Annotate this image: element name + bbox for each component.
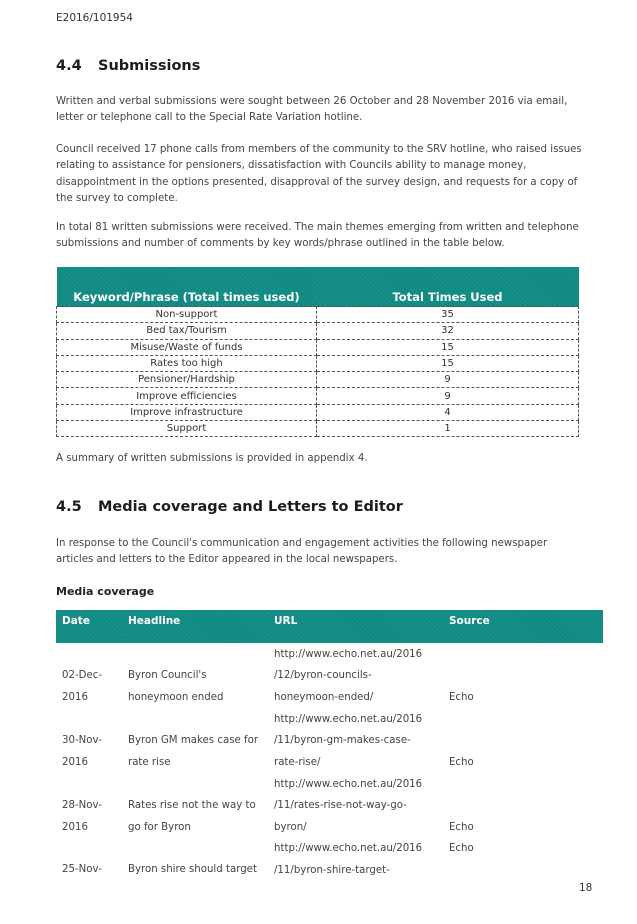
date-cell xyxy=(56,773,122,838)
text-line: 30-Nov- xyxy=(62,735,102,746)
text-line: Written and verbal submissions were sought between 26 October and 28 November 2016 via email, xyxy=(56,96,568,107)
keyword-table-header xyxy=(57,267,579,307)
text-line: Byron GM makes case for xyxy=(128,735,259,746)
document-id: E2016/101954 xyxy=(56,12,133,24)
text-line: the survey to complete. xyxy=(56,193,178,205)
date-cell xyxy=(56,643,122,708)
count-cell: 9 xyxy=(317,372,579,388)
submissions-paragraph-3 xyxy=(56,220,596,253)
text-line: submissions and number of comments by key words/phrase outlined in the table below. xyxy=(56,238,505,250)
text-line: 2016 xyxy=(62,756,88,768)
media-paragraph xyxy=(56,536,596,569)
url-cell xyxy=(268,708,443,773)
text-line: In total 81 written submissions were received. The main themes emerging from written and telephone xyxy=(56,222,579,233)
text-line: byron/ xyxy=(274,821,307,833)
text-line: http://www.echo.net.au/2016 xyxy=(274,648,423,660)
section-number: 4.4 xyxy=(56,58,82,74)
headline-cell xyxy=(122,643,268,708)
table-row xyxy=(57,421,579,437)
text-line: Rates rise not the way to xyxy=(128,800,256,811)
headline-cell xyxy=(122,708,268,773)
headline-cell xyxy=(122,773,268,838)
text-line: honeymoon-ended/ xyxy=(274,691,374,703)
section-heading-media xyxy=(56,499,403,515)
section-number: 4.5 xyxy=(56,499,82,515)
table-row xyxy=(56,643,603,708)
section-heading-submissions xyxy=(56,58,200,74)
count-cell: 4 xyxy=(317,404,579,420)
appendix-note xyxy=(56,451,596,467)
keyword-cell: Improve efficiencies xyxy=(57,388,317,404)
table-row xyxy=(57,355,579,371)
keyword-cell: Pensioner/Hardship xyxy=(57,372,317,388)
submissions-paragraph-1 xyxy=(56,94,596,127)
url-cell xyxy=(268,773,443,838)
table-row xyxy=(57,388,579,404)
keyword-cell: Improve infrastructure xyxy=(57,404,317,420)
text-line: Byron Council's xyxy=(128,670,207,681)
count-cell: 15 xyxy=(317,355,579,371)
count-cell: 1 xyxy=(317,421,579,437)
text-line: relating to assistance for pensioners, dissatisfaction with Councils ability to manage money, xyxy=(56,160,527,172)
column-header: URL xyxy=(268,610,443,643)
table-row xyxy=(57,339,579,355)
text-line: /11/byron-gm-makes-case- xyxy=(274,735,411,746)
text-line: rate-rise/ xyxy=(274,756,321,768)
keyword-cell: Non-support xyxy=(57,307,317,323)
text-line: A summary of written submissions is provided in appendix 4. xyxy=(56,453,368,464)
table-row xyxy=(57,307,579,323)
text-line: In response to the Council's communication and engagement activities the following newspaper xyxy=(56,538,548,549)
date-cell xyxy=(56,708,122,773)
table-row xyxy=(57,323,579,339)
source-cell: Echo xyxy=(449,691,474,703)
media-coverage-heading: Media coverage xyxy=(56,585,155,598)
table-row xyxy=(56,838,603,919)
column-header: Headline xyxy=(122,610,268,643)
url-cell xyxy=(268,838,443,919)
source-cell: Echo xyxy=(449,821,474,833)
date-cell xyxy=(56,838,122,919)
text-line: 2016 xyxy=(62,821,88,833)
keyword-cell: Rates too high xyxy=(57,355,317,371)
text-line: articles and letters to the Editor appeared in the local newspapers. xyxy=(56,554,398,566)
submissions-paragraph-2 xyxy=(56,142,596,208)
media-table-header xyxy=(56,610,603,643)
section-title: Submissions xyxy=(98,58,201,74)
text-line: /12/byron-councils- xyxy=(274,670,372,681)
keyword-table xyxy=(56,267,579,437)
text-line: disappointment in the options presented, disapproval of the survey design, and requests for a copy of xyxy=(56,176,578,188)
text-line: http://www.echo.net.au/2016 xyxy=(274,713,423,725)
section-title: Media coverage and Letters to Editor xyxy=(98,499,403,515)
source-cell: Echo xyxy=(449,843,474,854)
count-cell: 35 xyxy=(317,307,579,323)
count-cell: 9 xyxy=(317,388,579,404)
text-line: 2016 xyxy=(62,691,88,703)
keyword-cell: Misuse/Waste of funds xyxy=(57,339,317,355)
media-coverage-table xyxy=(56,610,603,919)
source-cell: Echo xyxy=(449,756,474,768)
count-cell: 32 xyxy=(317,323,579,339)
headline-cell xyxy=(122,838,268,919)
text-line: 28-Nov- xyxy=(62,800,102,811)
table-row xyxy=(56,773,603,838)
text-line: http://www.echo.net.au/2016 xyxy=(274,843,423,854)
text-line: /11/rates-rise-not-way-go- xyxy=(274,800,407,811)
text-line: 25-Nov- xyxy=(62,864,102,875)
text-line: letter or telephone call to the Special Rate Variation hotline. xyxy=(56,112,363,124)
table-row xyxy=(57,372,579,388)
column-header: Total Times Used xyxy=(317,267,579,307)
keyword-cell: Support xyxy=(57,421,317,437)
text-line: Byron shire should target xyxy=(128,864,257,875)
column-header: Source xyxy=(443,610,603,643)
table-row xyxy=(56,708,603,773)
column-header: Date xyxy=(56,610,122,643)
text-line: rate rise xyxy=(128,756,171,768)
text-line: go for Byron xyxy=(128,821,191,833)
url-cell xyxy=(268,643,443,708)
text-line: 02-Dec- xyxy=(62,670,103,681)
column-header: Keyword/Phrase (Total times used) xyxy=(57,267,317,307)
page-number: 18 xyxy=(579,882,593,894)
text-line: honeymoon ended xyxy=(128,691,224,703)
text-line: /11/byron-shire-target- xyxy=(274,864,390,876)
text-line: Council received 17 phone calls from members of the community to the SRV hotline, who raised issues xyxy=(56,144,582,155)
table-row xyxy=(57,404,579,420)
text-line: http://www.echo.net.au/2016 xyxy=(274,778,423,790)
count-cell: 15 xyxy=(317,339,579,355)
keyword-cell: Bed tax/Tourism xyxy=(57,323,317,339)
